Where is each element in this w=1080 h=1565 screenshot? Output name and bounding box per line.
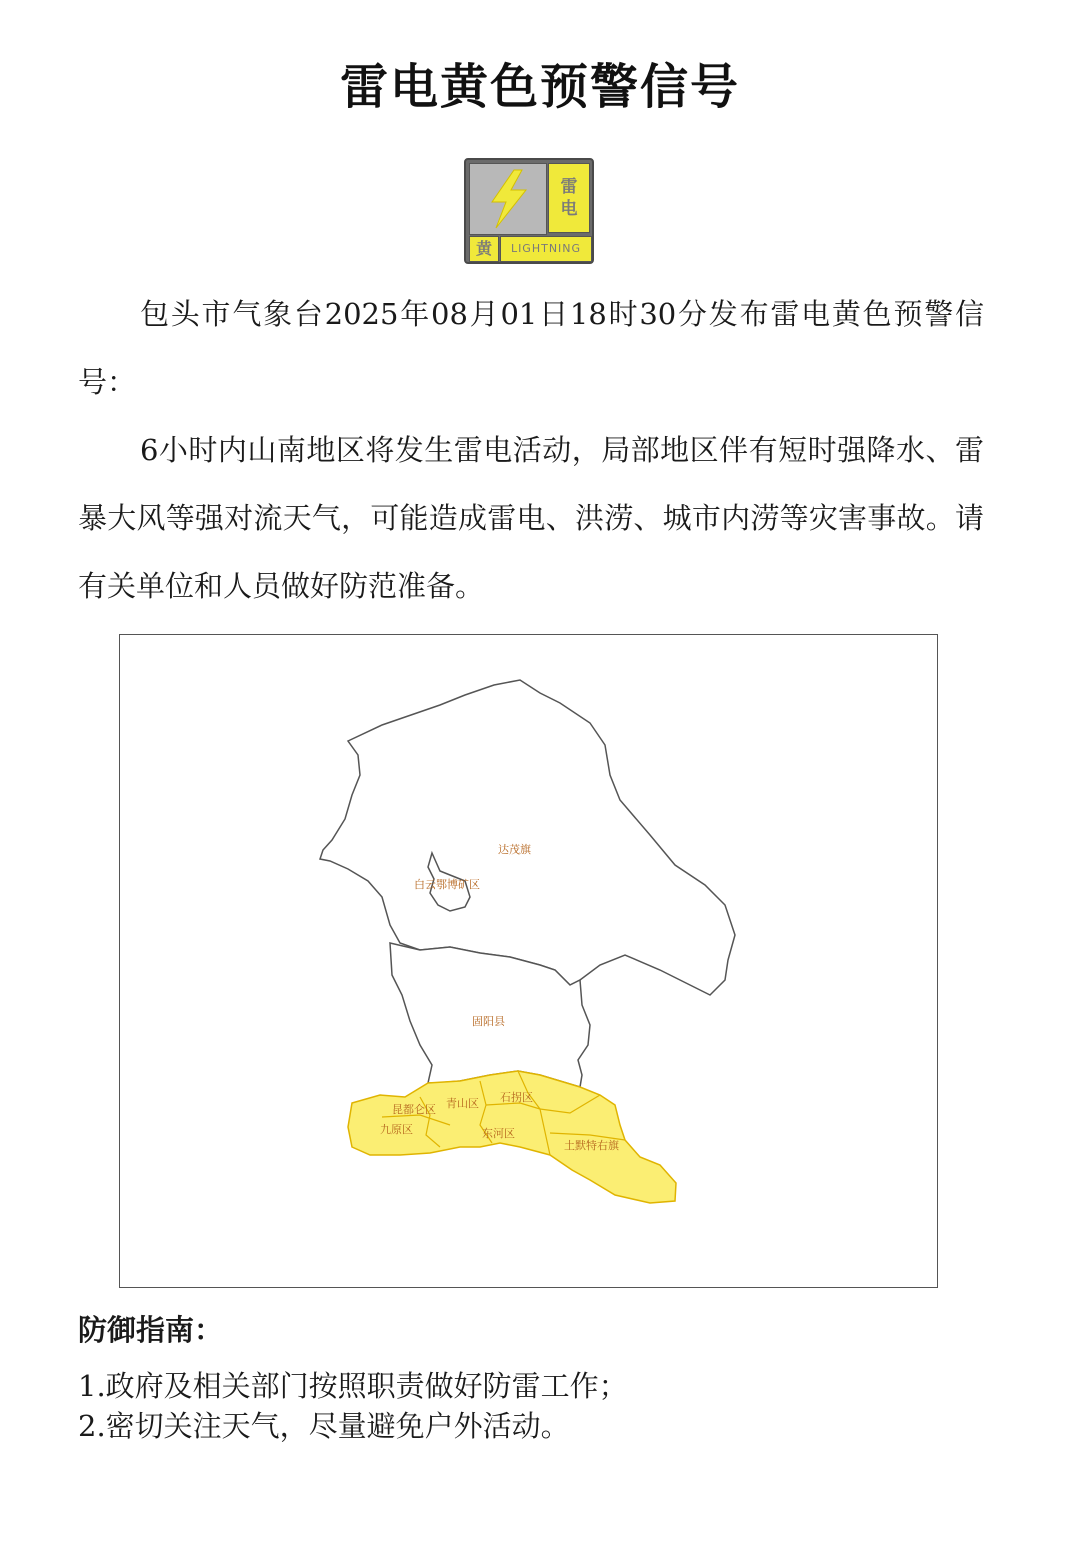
page-title: 雷电黄色预警信号 — [339, 59, 740, 115]
guide-heading: 防御指南： — [78, 1313, 224, 1347]
label-baiyun: 白云鄂博矿区 — [414, 878, 480, 891]
lightning-bolt-icon — [470, 164, 546, 234]
badge-english-label: LIGHTNING — [500, 236, 592, 262]
badge-side-label — [548, 163, 590, 233]
guide-item: 2.密切关注天气，尽量避免户外活动。 — [78, 1409, 570, 1443]
guide-item: 1.政府及相关部门按照职责做好防雷工作； — [78, 1369, 628, 1403]
label-damao: 达茂旗 — [498, 843, 531, 856]
label-qingshan: 青山区 — [446, 1097, 479, 1110]
warning-content-paragraph: 6小时内山南地区将发生雷电活动，局部地区伴有短时强降水、雷暴大风等强对流天气，可能造成雷电、洪涝、城市内涝等灾害事故。请有关单位和人员做好防范准备。 — [78, 433, 984, 603]
badge-level-label: 黄 — [469, 236, 499, 262]
label-kundu: 昆都仑区 — [392, 1103, 436, 1116]
badge-icon-panel — [469, 163, 547, 235]
warning-signal-badge — [464, 158, 594, 264]
label-donghe: 东河区 — [482, 1127, 515, 1140]
label-tumote: 土默特右旗 — [564, 1139, 619, 1152]
region-map-svg — [120, 635, 937, 1287]
region-damao — [320, 680, 735, 995]
badge-side-char-1: 雷 — [560, 177, 578, 197]
warning-area-map — [119, 634, 938, 1288]
badge-side-char-2: 电 — [560, 199, 578, 219]
issue-paragraph: 包头市气象台2025年08月01日18时30分发布雷电黄色预警信号： — [78, 297, 984, 399]
label-shiguai: 石拐区 — [500, 1091, 533, 1104]
label-jiuyuan: 九原区 — [380, 1123, 413, 1136]
label-guyang: 固阳县 — [472, 1015, 505, 1028]
